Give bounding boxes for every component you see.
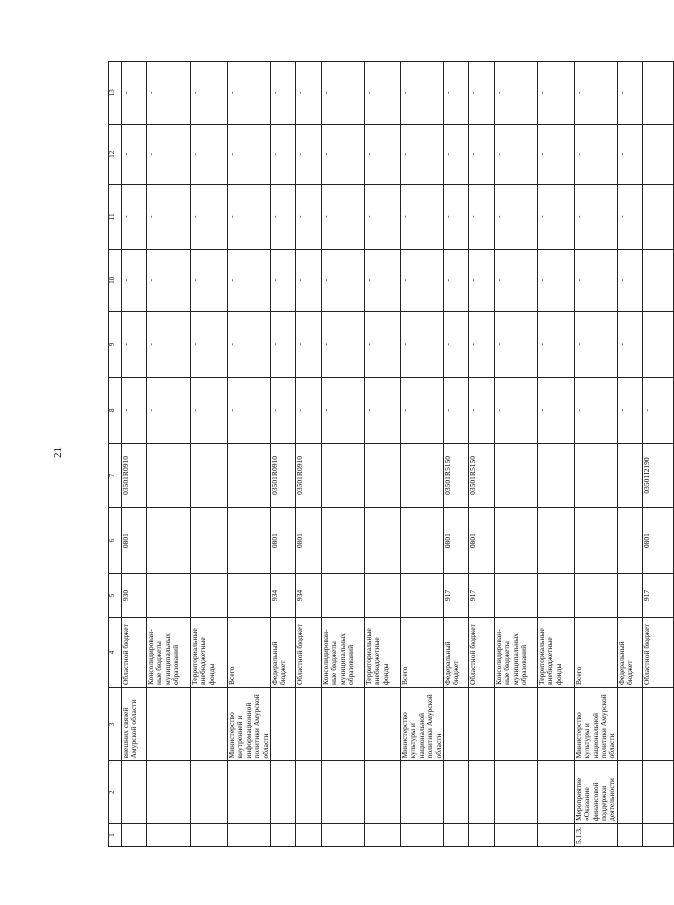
cell-value: -: [574, 249, 617, 311]
cell-value: -: [574, 377, 617, 443]
cell-value: -: [574, 124, 617, 184]
cell-csr: [147, 443, 191, 508]
cell-source: Всего: [574, 617, 617, 687]
cell-rzpr: [147, 508, 191, 574]
cell-source: Территориальные внебюджетные фонды: [364, 617, 400, 687]
cell-event: [642, 761, 673, 823]
cell-value: -: [295, 249, 321, 311]
cell-value: -: [364, 249, 400, 311]
cell-executor: [295, 688, 321, 761]
cell-value: -: [191, 124, 228, 184]
cell-value: -: [295, 62, 321, 125]
column-header: 7: [109, 443, 122, 508]
cell-csr: [574, 443, 617, 508]
cell-executor: [147, 688, 191, 761]
cell-event: [443, 761, 468, 823]
table-row: [400, 62, 443, 847]
cell-value: -: [642, 377, 673, 443]
cell-grbs: [400, 574, 443, 618]
cell-number: [468, 823, 494, 846]
table-row: [364, 62, 400, 847]
cell-value: -: [364, 124, 400, 184]
cell-grbs: [494, 574, 537, 618]
cell-rzpr: 0801: [642, 508, 673, 574]
cell-value: -: [443, 377, 468, 443]
cell-grbs: [321, 574, 364, 618]
cell-value: -: [364, 184, 400, 249]
cell-value: -: [364, 312, 400, 378]
cell-csr: 03501R0910: [122, 443, 147, 508]
cell-executor: [642, 688, 673, 761]
cell-source: Всего: [228, 617, 271, 687]
table-row: [443, 62, 468, 847]
cell-grbs: [228, 574, 271, 618]
cell-executor: Министерство внутренней и информационной политики Амурской области: [228, 688, 271, 761]
cell-source: Консолидирован-ные бюджеты муниципальных образований: [321, 617, 364, 687]
cell-value: -: [443, 184, 468, 249]
cell-number: [147, 823, 191, 846]
cell-source: Областной бюджет: [295, 617, 321, 687]
cell-value: -: [321, 377, 364, 443]
cell-event: [122, 761, 147, 823]
cell-executor: [494, 688, 537, 761]
cell-source: Областной бюджет: [642, 617, 673, 687]
cell-value: -: [537, 124, 574, 184]
cell-rzpr: [321, 508, 364, 574]
cell-executor: внешних связей Амурской области: [122, 688, 147, 761]
cell-executor: Министерство культуры и национальной политики Амурской области: [574, 688, 617, 761]
cell-value: -: [494, 312, 537, 378]
cell-value: -: [443, 312, 468, 378]
cell-executor: [364, 688, 400, 761]
cell-number: [295, 823, 321, 846]
cell-source: Федеральный бюджет: [617, 617, 642, 687]
cell-csr: [617, 443, 642, 508]
cell-grbs: [537, 574, 574, 618]
cell-number: [617, 823, 642, 846]
column-header: 12: [109, 124, 122, 184]
cell-number: [494, 823, 537, 846]
cell-event: [228, 761, 271, 823]
cell-value: -: [228, 312, 271, 378]
cell-rzpr: [228, 508, 271, 574]
table-row: [321, 62, 364, 847]
cell-csr: [537, 443, 574, 508]
cell-value: -: [122, 124, 147, 184]
cell-number: 5.1.3.: [574, 823, 617, 846]
cell-value: -: [147, 62, 191, 125]
cell-grbs: [364, 574, 400, 618]
cell-value: -: [468, 249, 494, 311]
cell-value: -: [228, 62, 271, 125]
cell-executor: [537, 688, 574, 761]
cell-value: -: [321, 249, 364, 311]
cell-event: [494, 761, 537, 823]
cell-number: [122, 823, 147, 846]
cell-rzpr: 0801: [295, 508, 321, 574]
cell-value: -: [537, 62, 574, 125]
cell-value: -: [295, 377, 321, 443]
cell-executor: [468, 688, 494, 761]
table-row: [574, 62, 617, 847]
cell-number: [191, 823, 228, 846]
cell-value: -: [147, 124, 191, 184]
cell-value: -: [270, 312, 295, 378]
cell-value: -: [295, 312, 321, 378]
cell-value: -: [400, 62, 443, 125]
cell-number: [228, 823, 271, 846]
cell-value: -: [494, 124, 537, 184]
cell-value: -: [443, 249, 468, 311]
cell-value: -: [122, 184, 147, 249]
cell-executor: [270, 688, 295, 761]
cell-value: -: [270, 62, 295, 125]
cell-value: -: [494, 377, 537, 443]
cell-csr: 03501R0910: [270, 443, 295, 508]
table-row: [468, 62, 494, 847]
cell-value: -: [228, 249, 271, 311]
column-header: 6: [109, 508, 122, 574]
table-row: [122, 62, 147, 847]
cell-rzpr: [617, 508, 642, 574]
cell-executor: [443, 688, 468, 761]
cell-rzpr: [574, 508, 617, 574]
cell-rzpr: [537, 508, 574, 574]
cell-value: -: [321, 184, 364, 249]
cell-number: [443, 823, 468, 846]
budget-table: [108, 61, 674, 847]
table-row: [228, 62, 271, 847]
cell-value: -: [147, 312, 191, 378]
cell-event: [400, 761, 443, 823]
cell-value: -: [191, 312, 228, 378]
cell-source: Федеральный бюджет: [443, 617, 468, 687]
cell-value: -: [617, 377, 642, 443]
cell-source: Федеральный бюджет: [270, 617, 295, 687]
table-row: [494, 62, 537, 847]
cell-value: -: [364, 62, 400, 125]
cell-value: -: [400, 249, 443, 311]
cell-source: Территориальные внебюджетные фонды: [191, 617, 228, 687]
cell-value: -: [122, 62, 147, 125]
cell-value: [642, 184, 673, 249]
cell-number: [537, 823, 574, 846]
cell-grbs: [574, 574, 617, 618]
cell-grbs: 930: [122, 574, 147, 618]
page-number: 21: [52, 447, 64, 458]
table-body: [122, 62, 674, 847]
cell-csr: [228, 443, 271, 508]
cell-value: -: [270, 184, 295, 249]
cell-value: -: [494, 62, 537, 125]
cell-value: -: [617, 62, 642, 125]
cell-csr: 03501I2190: [642, 443, 673, 508]
cell-number: [400, 823, 443, 846]
cell-number: [321, 823, 364, 846]
cell-value: -: [270, 249, 295, 311]
cell-rzpr: [494, 508, 537, 574]
cell-grbs: 934: [270, 574, 295, 618]
cell-value: -: [228, 377, 271, 443]
cell-value: -: [270, 124, 295, 184]
cell-event: [617, 761, 642, 823]
cell-source: Всего: [400, 617, 443, 687]
cell-event: [270, 761, 295, 823]
cell-value: -: [443, 62, 468, 125]
rotated-table-sheet: [108, 61, 651, 847]
cell-value: -: [295, 124, 321, 184]
table-row: [617, 62, 642, 847]
cell-grbs: [191, 574, 228, 618]
cell-value: -: [537, 249, 574, 311]
column-header: 11: [109, 184, 122, 249]
cell-value: -: [364, 377, 400, 443]
cell-event: [468, 761, 494, 823]
cell-grbs: 917: [642, 574, 673, 618]
column-header: 10: [109, 249, 122, 311]
column-header: 9: [109, 312, 122, 378]
cell-source: Территориальные внебюджетные фонды: [537, 617, 574, 687]
cell-value: -: [147, 249, 191, 311]
cell-rzpr: [191, 508, 228, 574]
column-header: 3: [109, 688, 122, 761]
cell-csr: [494, 443, 537, 508]
cell-value: -: [574, 62, 617, 125]
cell-value: -: [295, 184, 321, 249]
cell-value: -: [494, 184, 537, 249]
cell-csr: 03501R5150: [443, 443, 468, 508]
cell-grbs: [617, 574, 642, 618]
cell-value: -: [400, 377, 443, 443]
cell-event: [364, 761, 400, 823]
table-row: [642, 62, 673, 847]
cell-source: Областной бюджет: [122, 617, 147, 687]
cell-event: [147, 761, 191, 823]
cell-source: Областной бюджет: [468, 617, 494, 687]
cell-value: -: [537, 377, 574, 443]
cell-value: -: [270, 377, 295, 443]
cell-value: -: [468, 377, 494, 443]
cell-value: -: [122, 249, 147, 311]
cell-value: -: [617, 312, 642, 378]
cell-rzpr: 0801: [443, 508, 468, 574]
table-row: [191, 62, 228, 847]
cell-rzpr: [400, 508, 443, 574]
cell-executor: [617, 688, 642, 761]
cell-csr: 03501R0910: [295, 443, 321, 508]
cell-rzpr: [364, 508, 400, 574]
cell-value: -: [468, 312, 494, 378]
column-header: 5: [109, 574, 122, 618]
cell-csr: [400, 443, 443, 508]
table-row: [295, 62, 321, 847]
cell-number: [642, 823, 673, 846]
cell-event: [295, 761, 321, 823]
cell-value: -: [537, 312, 574, 378]
cell-event: [321, 761, 364, 823]
cell-executor: [321, 688, 364, 761]
cell-source: Консолидирован-ные бюджеты муниципальных образований: [147, 617, 191, 687]
cell-rzpr: 0801: [122, 508, 147, 574]
cell-value: [642, 312, 673, 378]
cell-number: [270, 823, 295, 846]
cell-value: -: [400, 184, 443, 249]
cell-value: -: [400, 124, 443, 184]
table-row: [270, 62, 295, 847]
cell-event: Мероприятие «Оказание финансовой поддержки деятельности: [574, 761, 617, 823]
cell-value: -: [468, 184, 494, 249]
cell-csr: [321, 443, 364, 508]
cell-value: -: [537, 184, 574, 249]
cell-value: -: [228, 124, 271, 184]
column-header: 4: [109, 617, 122, 687]
cell-event: [537, 761, 574, 823]
cell-csr: [191, 443, 228, 508]
cell-value: -: [191, 249, 228, 311]
cell-value: -: [574, 184, 617, 249]
cell-value: [642, 124, 673, 184]
cell-value: -: [122, 377, 147, 443]
cell-value: [642, 249, 673, 311]
cell-value: -: [228, 184, 271, 249]
table-row: [147, 62, 191, 847]
cell-value: -: [617, 249, 642, 311]
cell-rzpr: 0801: [270, 508, 295, 574]
cell-value: -: [321, 124, 364, 184]
cell-value: -: [468, 124, 494, 184]
cell-value: -: [321, 312, 364, 378]
cell-value: -: [321, 62, 364, 125]
cell-grbs: 917: [443, 574, 468, 618]
cell-value: -: [443, 124, 468, 184]
cell-value: -: [574, 312, 617, 378]
cell-value: -: [468, 62, 494, 125]
table-row: [537, 62, 574, 847]
cell-source: Консолидирован-ные бюджеты муниципальных образований: [494, 617, 537, 687]
cell-grbs: 917: [468, 574, 494, 618]
cell-rzpr: 0801: [468, 508, 494, 574]
cell-executor: Министерство культуры и национальной политики Амурской области: [400, 688, 443, 761]
column-header: 8: [109, 377, 122, 443]
cell-value: -: [617, 124, 642, 184]
cell-executor: [191, 688, 228, 761]
column-header: 2: [109, 761, 122, 823]
cell-value: -: [147, 184, 191, 249]
table-header-row: [109, 62, 122, 847]
cell-number: [364, 823, 400, 846]
column-header: 13: [109, 62, 122, 125]
cell-value: -: [400, 312, 443, 378]
cell-grbs: [147, 574, 191, 618]
cell-grbs: 934: [295, 574, 321, 618]
cell-event: [191, 761, 228, 823]
cell-value: -: [191, 184, 228, 249]
cell-csr: [364, 443, 400, 508]
cell-value: -: [122, 312, 147, 378]
cell-value: -: [147, 377, 191, 443]
cell-csr: 03501R5150: [468, 443, 494, 508]
cell-value: -: [191, 62, 228, 125]
cell-value: -: [191, 377, 228, 443]
cell-value: -: [494, 249, 537, 311]
cell-value: [642, 62, 673, 125]
cell-value: -: [617, 184, 642, 249]
column-header: 1: [109, 823, 122, 846]
